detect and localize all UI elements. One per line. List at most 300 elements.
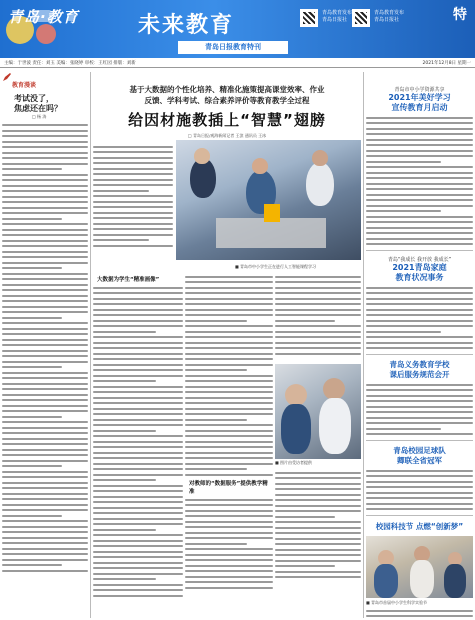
text-line (275, 543, 361, 545)
text-line (366, 150, 473, 152)
text-line (275, 298, 361, 300)
text-line (275, 477, 361, 479)
text-line (2, 564, 62, 566)
text-line (93, 474, 183, 476)
text-line (185, 435, 273, 437)
text-line (2, 295, 88, 297)
text-line (2, 135, 88, 137)
column-divider (363, 72, 364, 618)
text-line (2, 366, 62, 368)
text-line (275, 314, 361, 316)
text-line (2, 416, 62, 418)
text-line (366, 221, 473, 223)
text-line (93, 584, 183, 586)
students-classroom-photo (275, 364, 361, 459)
text-line (275, 494, 361, 496)
left-body-text (2, 124, 88, 572)
text-line (366, 417, 473, 419)
text-line (275, 353, 361, 355)
text-line (185, 441, 273, 443)
text-line (275, 347, 361, 349)
text-line (2, 262, 88, 264)
text-line (93, 353, 183, 355)
text-line (2, 190, 88, 192)
text-line (366, 139, 473, 141)
text-line (93, 523, 183, 525)
text-line (185, 526, 273, 528)
text-line (185, 292, 273, 294)
story5-title: 校园科技节 点燃“创新梦” (375, 522, 464, 531)
text-line (93, 347, 183, 349)
text-line (275, 510, 361, 512)
text-line (93, 397, 183, 399)
section-logo: 青岛·教育 (8, 8, 79, 26)
text-line (93, 287, 183, 289)
text-line (2, 537, 88, 539)
text-line (93, 578, 156, 580)
story-divider (366, 440, 473, 441)
text-line (2, 432, 88, 434)
text-line (275, 320, 335, 322)
text-line (93, 490, 183, 492)
text-line (93, 314, 183, 316)
column-tag-label: 教育漫谈 (12, 82, 37, 89)
text-line (2, 438, 88, 440)
text-line (2, 449, 88, 451)
article-intro-text (93, 142, 173, 247)
text-line (366, 342, 473, 344)
text-line (275, 488, 361, 490)
text-line (93, 408, 183, 410)
text-line (2, 410, 88, 412)
text-line (2, 141, 88, 143)
text-line (93, 380, 156, 382)
text-line (2, 531, 88, 533)
text-line (185, 532, 273, 534)
text-line (93, 501, 183, 503)
text-line (275, 303, 361, 305)
text-line (366, 177, 473, 179)
text-line (185, 281, 273, 283)
left-author: □ 杨 涛 (32, 114, 47, 119)
text-line (93, 179, 173, 181)
text-line (366, 325, 473, 327)
editor-credits: 主编：于世波 责任：刘玉 美编：张晓婷 审校：王红园 排版：刘新 (4, 61, 136, 66)
text-line (275, 331, 361, 333)
text-line (185, 419, 247, 421)
text-line (93, 228, 173, 230)
text-line (93, 567, 183, 569)
text-line (366, 303, 473, 305)
text-line (185, 474, 273, 476)
text-line (185, 287, 273, 289)
text-line (275, 276, 361, 278)
text-line (275, 549, 361, 551)
text-line (275, 560, 361, 562)
text-line (93, 391, 183, 393)
text-line (2, 245, 88, 247)
column-tag (2, 72, 88, 89)
text-line (2, 471, 88, 473)
text-line (2, 570, 88, 572)
text-line (2, 421, 88, 423)
text-line (2, 443, 88, 445)
text-line (2, 201, 88, 203)
text-line (366, 199, 473, 201)
text-line (366, 117, 473, 119)
text-line (366, 406, 473, 408)
text-line (93, 292, 183, 294)
text-line (2, 355, 88, 357)
text-line (2, 504, 88, 506)
text-line (2, 460, 88, 462)
text-line (2, 559, 88, 561)
text-line (275, 342, 361, 344)
text-line (366, 128, 473, 130)
text-line (93, 364, 183, 366)
text-line (185, 303, 273, 305)
text-line (2, 234, 88, 236)
text-line (185, 408, 273, 410)
text-line (93, 485, 183, 487)
text-line (366, 238, 473, 240)
text-line (185, 554, 273, 556)
text-line (275, 472, 361, 474)
text-line (2, 377, 88, 379)
text-line (2, 273, 88, 275)
text-line (2, 333, 88, 335)
text-line (93, 512, 183, 514)
text-line (93, 206, 173, 208)
text-line (93, 201, 173, 203)
text-line (366, 172, 473, 174)
text-line (2, 553, 88, 555)
text-line (93, 212, 173, 214)
text-line (275, 571, 361, 573)
story5-caption: ■ 青岛市首届中小学生科学实验节 (366, 600, 428, 605)
text-line (185, 463, 273, 465)
text-line (2, 306, 88, 308)
right-column (366, 72, 473, 618)
text-line (185, 391, 273, 393)
text-line (2, 152, 88, 154)
text-line (185, 413, 273, 415)
issue-date: 2021年12月8日 星期一 (422, 61, 471, 66)
text-line (185, 364, 273, 366)
text-line (2, 185, 88, 187)
text-line (185, 380, 273, 382)
text-line (185, 559, 273, 561)
story-divider (366, 515, 473, 516)
text-line (93, 507, 183, 509)
text-line (93, 452, 183, 454)
text-line (185, 347, 273, 349)
text-line (2, 405, 88, 407)
text-line (366, 503, 473, 505)
text-line (185, 358, 273, 360)
text-line (275, 292, 361, 294)
text-line (93, 518, 183, 520)
text-line (185, 331, 273, 333)
text-line (366, 320, 473, 322)
text-line (2, 454, 88, 456)
text-line (2, 344, 88, 346)
text-line (93, 331, 156, 333)
text-line (93, 562, 183, 564)
text-line (366, 347, 473, 349)
story4-title: 青岛校园足球队 卿联全省冠军 (393, 446, 446, 465)
column-divider (90, 72, 91, 618)
text-line (185, 369, 247, 371)
text-line (366, 411, 473, 413)
text-line (185, 320, 247, 322)
text-line (185, 565, 273, 567)
text-line (275, 505, 361, 507)
text-line (2, 394, 88, 396)
text-line (93, 223, 173, 225)
text-line (366, 475, 473, 477)
text-line (2, 157, 88, 159)
text-line (2, 548, 88, 550)
left-headline: 考试没了， 焦虑还在吗？ (14, 94, 62, 113)
text-line (2, 427, 88, 429)
text-line (366, 615, 473, 617)
text-line (366, 400, 473, 402)
text-line (2, 240, 88, 242)
text-line (366, 210, 441, 212)
text-line (93, 336, 183, 338)
text-line (366, 122, 473, 124)
text-line (93, 190, 149, 192)
text-line (185, 499, 273, 501)
text-line (366, 298, 473, 300)
text-line (93, 375, 183, 377)
text-line (2, 267, 62, 269)
text-line (93, 358, 183, 360)
subhead-1: 大数据为学生“精准画像” (97, 277, 160, 283)
text-line (366, 227, 473, 229)
text-line (275, 554, 361, 556)
text-line (366, 243, 473, 245)
text-line (185, 375, 273, 377)
story-divider (366, 250, 473, 251)
text-line (2, 212, 88, 214)
text-line (366, 232, 473, 234)
text-line (185, 587, 273, 589)
text-line (366, 497, 473, 499)
science-festival-photo (366, 536, 473, 598)
text-line (185, 276, 273, 278)
text-line (93, 463, 183, 465)
text-line (185, 424, 273, 426)
text-line (366, 188, 473, 190)
text-line (185, 336, 273, 338)
text-line (2, 317, 62, 319)
text-line (366, 314, 473, 316)
text-line (2, 196, 88, 198)
text-line (2, 350, 88, 352)
text-line (93, 419, 183, 421)
text-line (93, 435, 183, 437)
text-line (275, 483, 361, 485)
text-line (366, 287, 473, 289)
text-line (93, 303, 183, 305)
text-line (366, 161, 441, 163)
text-line (2, 179, 88, 181)
text-line (93, 540, 183, 542)
pen-icon (2, 72, 12, 82)
text-line (185, 468, 247, 470)
text-line (2, 388, 88, 390)
text-line (2, 278, 88, 280)
story-divider (366, 354, 473, 355)
text-line (185, 298, 273, 300)
story1-kicker: 青岛市中小学资源共享 (394, 87, 445, 93)
text-line (366, 166, 473, 168)
article-deck: 基于大数据的个性化培养、精准化施策提高课堂效率、作业 反馈、学科考试、综合素养评价等教育教学全过程 (129, 85, 325, 105)
text-line (2, 256, 88, 258)
qr-code-icon (300, 9, 318, 27)
text-line (185, 402, 273, 404)
text-line (2, 163, 88, 165)
text-line (275, 287, 361, 289)
text-line (93, 496, 183, 498)
text-line (93, 468, 183, 470)
text-line (2, 124, 88, 126)
masthead (0, 0, 475, 58)
text-line (2, 168, 62, 170)
text-line (2, 174, 88, 176)
text-line (93, 217, 173, 219)
text-line (93, 245, 173, 247)
text-line (185, 537, 273, 539)
qr-label-2: 青岛教育发布 青岛日报社 (374, 10, 405, 23)
text-line (2, 361, 88, 363)
text-line (366, 486, 473, 488)
article-col2 (185, 272, 273, 592)
text-line (2, 284, 88, 286)
students-robot-photo (176, 140, 361, 260)
text-line (275, 565, 335, 567)
story3-title: 青岛义务教育学校 课后服务规范会开 (389, 360, 450, 379)
text-line (93, 551, 183, 553)
text-line (2, 520, 88, 522)
special-badge: 特 (453, 7, 467, 23)
page-title: 未来教育 (138, 13, 235, 38)
article-byline: □ 青岛日报/观海新闻记者 王滨 通讯员 王冰 (187, 133, 267, 138)
text-line (366, 133, 473, 135)
text-line (366, 183, 473, 185)
text-line (366, 395, 473, 397)
text-line (93, 173, 173, 175)
text-line (185, 515, 273, 517)
text-line (366, 470, 473, 472)
text-line (2, 223, 88, 225)
text-line (185, 521, 273, 523)
text-line (185, 548, 273, 550)
text-line (93, 325, 183, 327)
story2-title: 2021青岛家庭 教育状况事务 (392, 263, 447, 282)
text-line (93, 595, 183, 597)
text-line (185, 342, 273, 344)
article-col3b (275, 468, 361, 582)
text-line (93, 529, 156, 531)
text-line (93, 320, 183, 322)
text-line (93, 386, 183, 388)
text-line (93, 309, 183, 311)
text-line (366, 422, 473, 424)
main-article (93, 72, 361, 618)
text-line (275, 527, 361, 529)
text-line (2, 311, 88, 313)
info-bar (0, 59, 475, 68)
text-line (2, 399, 88, 401)
text-line (275, 499, 361, 501)
text-line (275, 538, 361, 540)
text-line (2, 465, 62, 467)
text-line (93, 146, 173, 148)
text-line (93, 446, 183, 448)
text-line (185, 309, 273, 311)
text-line (366, 205, 473, 207)
text-line (185, 504, 273, 506)
text-line (2, 476, 88, 478)
text-line (185, 397, 273, 399)
text-line (185, 570, 273, 572)
article-title: 给因材施教插上“智慧”翅膀 (128, 111, 326, 129)
text-line (2, 289, 88, 291)
text-line (2, 218, 62, 220)
text-line (2, 498, 88, 500)
text-line (2, 487, 88, 489)
page-subtitle: 青岛日报教育特刊 (178, 41, 288, 54)
text-line (185, 314, 273, 316)
qr-code-icon (352, 9, 370, 27)
text-line (2, 509, 88, 511)
text-line (366, 216, 473, 218)
text-line (2, 328, 88, 330)
text-line (366, 508, 473, 510)
article-col3 (275, 272, 361, 358)
text-line (275, 576, 361, 578)
text-line (93, 234, 173, 236)
subhead-2: 对教师的“数据服务”提供教学精准 (189, 481, 268, 495)
text-line (2, 339, 88, 341)
text-line (2, 383, 88, 385)
text-line (93, 157, 173, 159)
text-line (93, 441, 183, 443)
text-line (366, 155, 473, 157)
text-line (275, 516, 335, 518)
text-line (185, 446, 273, 448)
qr-label-1: 青岛教育发布 青岛日报社 (322, 10, 353, 23)
text-line (93, 457, 183, 459)
text-line (93, 430, 156, 432)
story2-kicker: 青岛“我成长 我开放 我成长” (387, 257, 452, 263)
text-line (275, 325, 361, 327)
text-line (93, 402, 183, 404)
text-line (366, 481, 473, 483)
text-line (2, 229, 88, 231)
text-line (93, 369, 183, 371)
text-line (366, 292, 473, 294)
text-line (2, 251, 88, 253)
text-line (366, 433, 473, 435)
text-line (2, 526, 88, 528)
text-line (93, 556, 183, 558)
text-line (93, 195, 173, 197)
text-line (366, 309, 473, 311)
